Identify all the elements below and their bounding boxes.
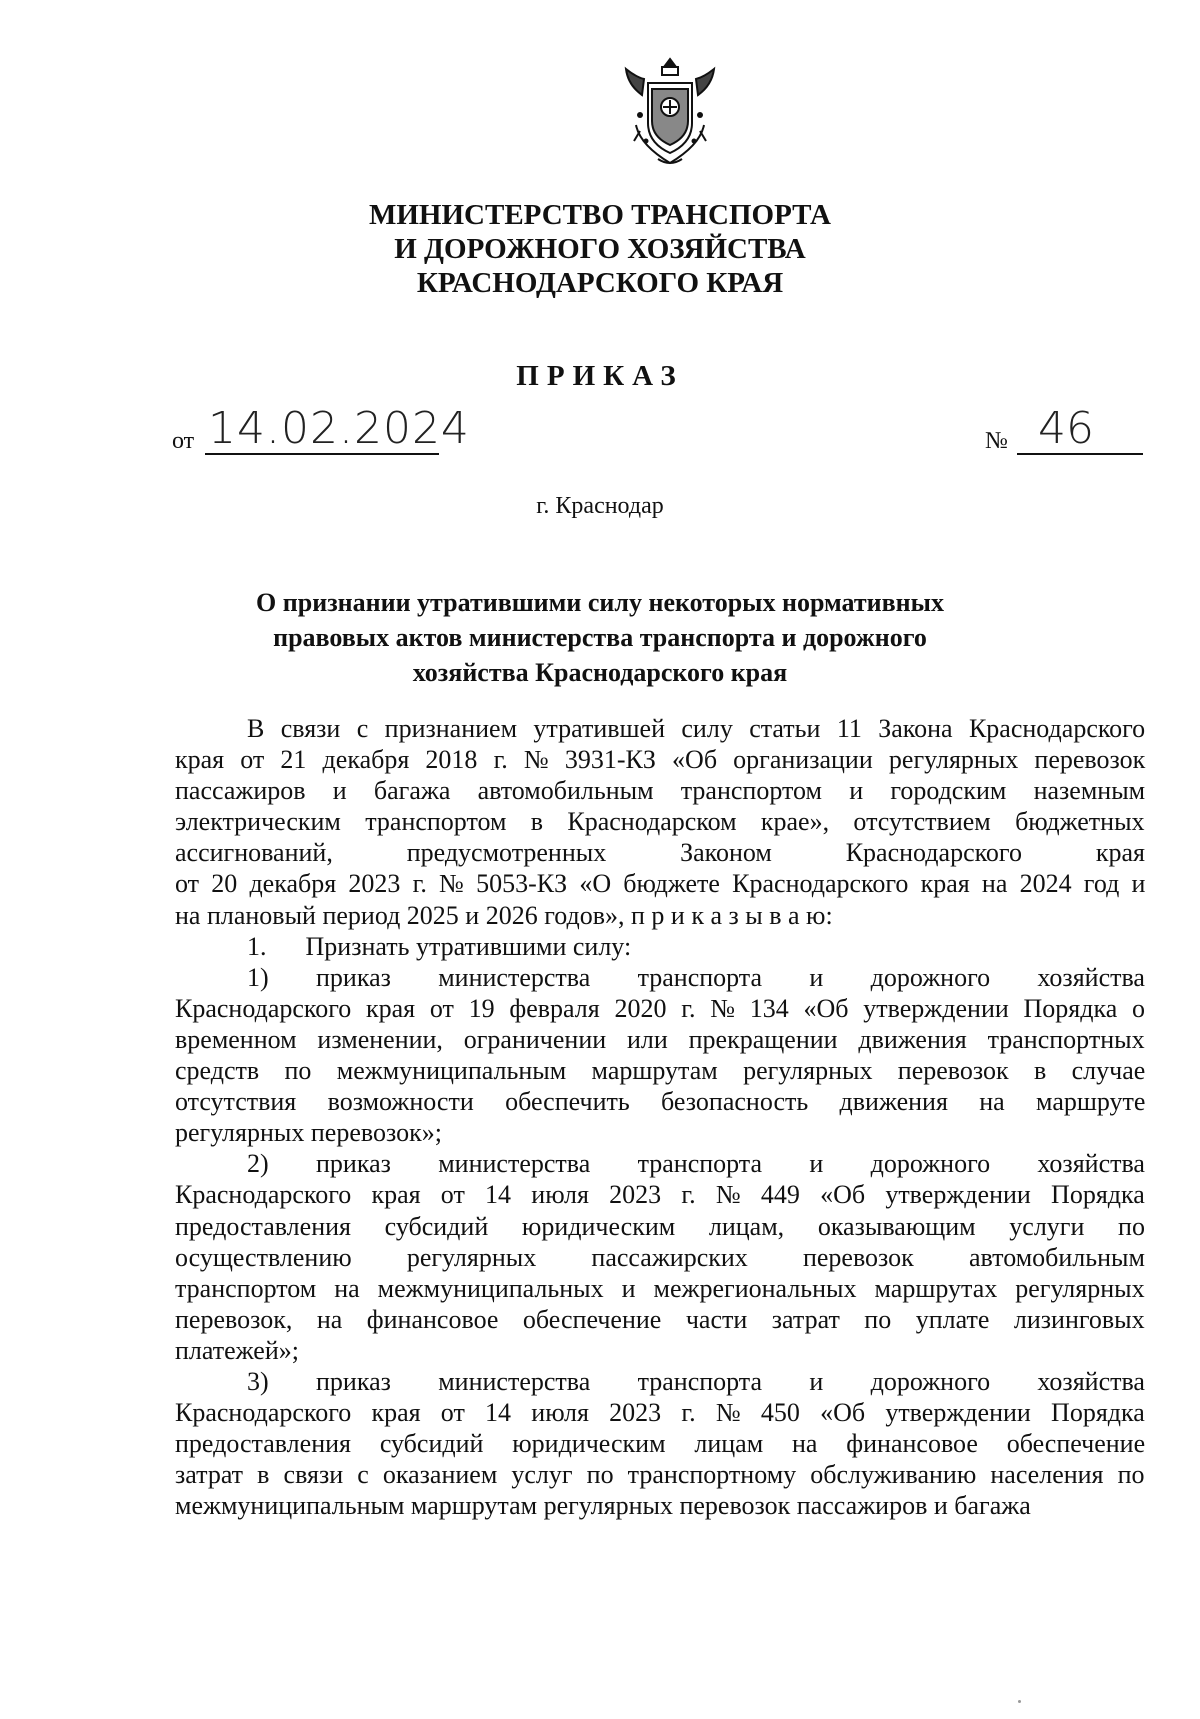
word: осуществлению (175, 1242, 352, 1272)
number-prefix: № (985, 428, 1008, 454)
subitem-3 (175, 1366, 1145, 1521)
word: дорожного (870, 962, 991, 992)
word: Краснодарского (845, 838, 1022, 868)
word: пассажирских (591, 1242, 748, 1272)
text-line: отсутствия возможности обеспечить безопасность движения на маршруте (175, 1087, 1146, 1117)
word: транспорта (637, 962, 763, 992)
text-line: Краснодарского края от 19 февраля 2020 г. № 134 «Об утверждении Порядка о (175, 993, 1146, 1023)
document-body (175, 713, 1145, 1521)
word: приказ (316, 1366, 391, 1396)
word: и (809, 962, 824, 992)
ministry-name (0, 198, 1200, 300)
text-line (175, 1366, 1145, 1397)
text-line: Краснодарского края от 14 июля 2023 г. № 449 «Об утверждении Порядка (175, 1180, 1145, 1210)
title-line: О признании утратившими силу некоторых нормативных (256, 588, 944, 617)
scan-artifact (1018, 1700, 1021, 1703)
text-line: предоставления субсидий юридическим лицам на финансовое обеспечение (175, 1429, 1146, 1459)
ministry-name-line: МИНИСТЕРСТВО ТРАНСПОРТА (369, 199, 831, 231)
word: и (809, 1149, 824, 1179)
word: края (1095, 838, 1145, 868)
subitem-2 (175, 1148, 1145, 1366)
text-line: перевозок, на финансовое обеспечение части затрат по уплате лизинговых (175, 1304, 1145, 1334)
word: и (809, 1366, 824, 1396)
krasnodar-coat-of-arms-icon (622, 55, 718, 170)
handwritten-number: 46 (1038, 403, 1094, 454)
text-line (175, 962, 1145, 993)
preamble-paragraph (175, 713, 1145, 931)
text-line: регулярных перевозок»; (175, 1118, 442, 1148)
word: автомобильным (969, 1242, 1145, 1272)
text-line: от 20 декабря 2023 г. № 5053-КЗ «О бюджете Краснодарского края на 2024 год и (175, 869, 1146, 899)
text-line: транспортом на межмуниципальных и межрегиональных маршрутах регулярных (175, 1273, 1145, 1303)
city: г. Краснодар (536, 493, 664, 519)
word: министерства (438, 1366, 591, 1396)
word: 1) (247, 962, 269, 992)
word: приказ (316, 1149, 391, 1179)
word: хозяйства (1037, 1149, 1145, 1179)
date-prefix: от (172, 428, 195, 454)
ministry-name-line: КРАСНОДАРСКОГО КРАЯ (416, 267, 784, 299)
ministry-name-line: И ДОРОЖНОГО ХОЗЯЙСТВА (394, 233, 806, 265)
word: хозяйства (1037, 1366, 1145, 1396)
text-line: пассажиров и багажа автомобильным транспортом и городским наземным (175, 776, 1146, 806)
text-line: электрическим транспортом в Краснодарском крае», отсутствием бюджетных (175, 807, 1145, 837)
text-line (175, 1242, 1145, 1273)
word: приказ (316, 962, 391, 992)
text-line: предоставления субсидий юридическим лицам, оказывающим услуги по (175, 1211, 1145, 1241)
handwritten-date: 14.02.2024 (208, 403, 470, 454)
text-line: края от 21 декабря 2018 г. № 3931-КЗ «Об организации регулярных перевозок (175, 745, 1146, 775)
item-1 (175, 931, 1145, 962)
text-line: платежей»; (175, 1335, 299, 1365)
text-line (175, 1148, 1145, 1179)
word: дорожного (870, 1149, 991, 1179)
title-line: правовых актов министерства транспорта и дорожного (273, 623, 927, 652)
word: ассигнований, (175, 838, 333, 868)
text-line: временном изменении, ограничении или прекращении движения транспортных (175, 1024, 1145, 1054)
text-line (175, 837, 1145, 868)
text-line: Краснодарского края от 14 июля 2023 г. № 450 «Об утверждении Порядка (175, 1398, 1145, 1428)
word: 2) (247, 1149, 269, 1179)
text-line: средств по межмуниципальным маршрутам регулярных перевозок в случае (175, 1056, 1146, 1086)
text-line: межмуниципальным маршрутам регулярных перевозок пассажиров и багажа (175, 1491, 1031, 1521)
document-title (0, 585, 1200, 690)
text-line: затрат в связи с оказанием услуг по транспортному обслуживанию населения по (175, 1460, 1145, 1490)
word: транспорта (637, 1149, 763, 1179)
text-line: В связи с признанием утратившей силу статьи 11 Закона Краснодарского (247, 714, 1146, 743)
word: регулярных (406, 1242, 537, 1272)
text-line: на плановый период 2025 и 2026 годов», п р и к а з ы в а ю: (175, 900, 833, 930)
document-type: ПРИКАЗ (516, 360, 684, 392)
subitem-1 (175, 962, 1145, 1149)
word: хозяйства (1037, 962, 1145, 992)
word: дорожного (870, 1366, 991, 1396)
word: транспорта (637, 1366, 763, 1396)
word: предусмотренных (406, 838, 607, 868)
word: перевозок (802, 1242, 914, 1272)
title-line: хозяйства Краснодарского края (412, 658, 788, 687)
word: министерства (438, 962, 591, 992)
word: Законом (680, 838, 772, 868)
item-1-text: 1. Признать утратившими силу: (247, 931, 632, 961)
word: министерства (438, 1149, 591, 1179)
word: 3) (247, 1366, 269, 1396)
